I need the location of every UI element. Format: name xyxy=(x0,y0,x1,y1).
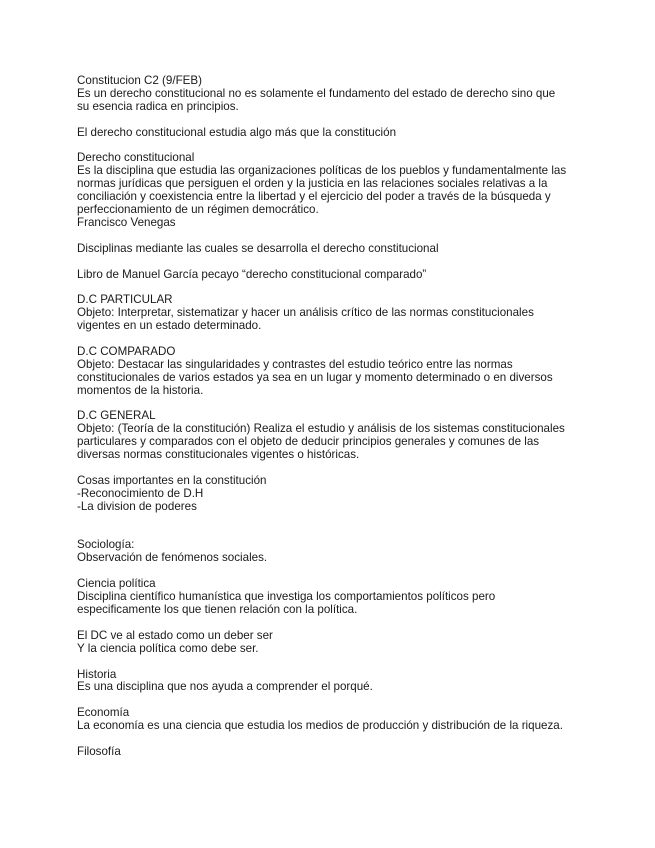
section-heading: Filosofía xyxy=(77,744,121,758)
text-line: especificamente los que tienen relación con la política. xyxy=(77,603,358,616)
text-line: su esencia radica en principios. xyxy=(77,99,239,113)
note-title: Constitucion C2 (9/FEB) xyxy=(77,74,203,87)
blank-line xyxy=(77,230,587,243)
text-line: Observación de fenómenos sociales. xyxy=(77,551,268,565)
text-line: Objeto: Destacar las singularidades y contrastes del estudio teórico entre las normas xyxy=(77,357,513,371)
text-line: El DC ve al estado como un deber ser xyxy=(77,628,273,642)
author-line: Francisco Venegas xyxy=(77,215,176,229)
section-heading: Economía xyxy=(77,706,130,720)
text-line: Y la ciencia política como debe ser. xyxy=(77,641,259,655)
list-item: -Reconocimiento de D.H xyxy=(77,486,204,500)
text-line: vigentes en un estado determinado. xyxy=(77,319,262,333)
text-line: momentos de la historia. xyxy=(77,383,204,397)
section-heading: Historia xyxy=(77,667,117,681)
section-heading: Sociología: xyxy=(77,538,135,552)
text-line: perfeccionamiento de un régimen democrático. xyxy=(77,203,319,217)
text-line: Libro de Manuel García pecayo “derecho constitucional comparado” xyxy=(77,267,427,281)
blank-line xyxy=(77,617,587,630)
blank-line xyxy=(77,256,587,269)
text-line: diversas normas constitucionales vigentes o históricas. xyxy=(77,448,360,462)
text-line: Objeto: (Teoría de la constitución) Realiza el estudio y análisis de los sistemas constitucionales xyxy=(77,422,565,436)
text-line: El derecho constitucional estudia algo más que la constitución xyxy=(77,125,397,139)
blank-line xyxy=(77,333,587,346)
blank-line xyxy=(77,114,587,127)
text-line: Es la disciplina que estudia las organizaciones políticas de los pueblos y fundamentalmente las xyxy=(77,164,567,178)
section-heading: Cosas importantes en la constitución xyxy=(77,473,267,487)
blank-line xyxy=(77,656,587,669)
section-heading: D.C GENERAL xyxy=(77,409,156,423)
text-line: Es un derecho constitucional no es solamente el fundamento del estado de derecho sino que xyxy=(77,86,556,100)
text-line: constitucionales de varios estados ya sea en un lugar y momento determinado o en diversos xyxy=(77,370,553,384)
text-line: conciliación y coexistencia entre la libertad y el ejercicio del poder a través de la búsqueda y xyxy=(77,190,551,204)
text-line: particulares y comparados con el objeto de deducir principios generales y comunes de las xyxy=(77,435,540,449)
text-line: normas jurídicas que persiguen el orden y la justicia en las relaciones sociales relativas a la xyxy=(77,177,548,191)
section-heading: D.C COMPARADO xyxy=(77,344,176,358)
section-heading: Derecho constitucional xyxy=(77,151,195,165)
section-heading: D.C PARTICULAR xyxy=(77,293,173,307)
document-body xyxy=(77,75,587,759)
blank-line xyxy=(77,694,587,707)
blank-lines xyxy=(77,514,587,540)
text-line: Disciplina científico humanística que investiga los comportamientos políticos pero xyxy=(77,590,496,604)
section-heading: Ciencia política xyxy=(77,577,156,591)
text-line: Objeto: Interpretar, sistematizar y hacer un análisis crítico de las normas constitucionales xyxy=(77,306,534,320)
text-line: Es una disciplina que nos ayuda a comprender el porqué. xyxy=(77,680,373,694)
blank-line xyxy=(77,733,587,746)
text-line: Disciplinas mediante las cuales se desarrolla el derecho constitucional xyxy=(77,241,439,255)
list-item: -La division de poderes xyxy=(77,499,197,513)
text-line: La economía es una ciencia que estudia los medios de producción y distribución de la riqueza. xyxy=(77,719,563,733)
